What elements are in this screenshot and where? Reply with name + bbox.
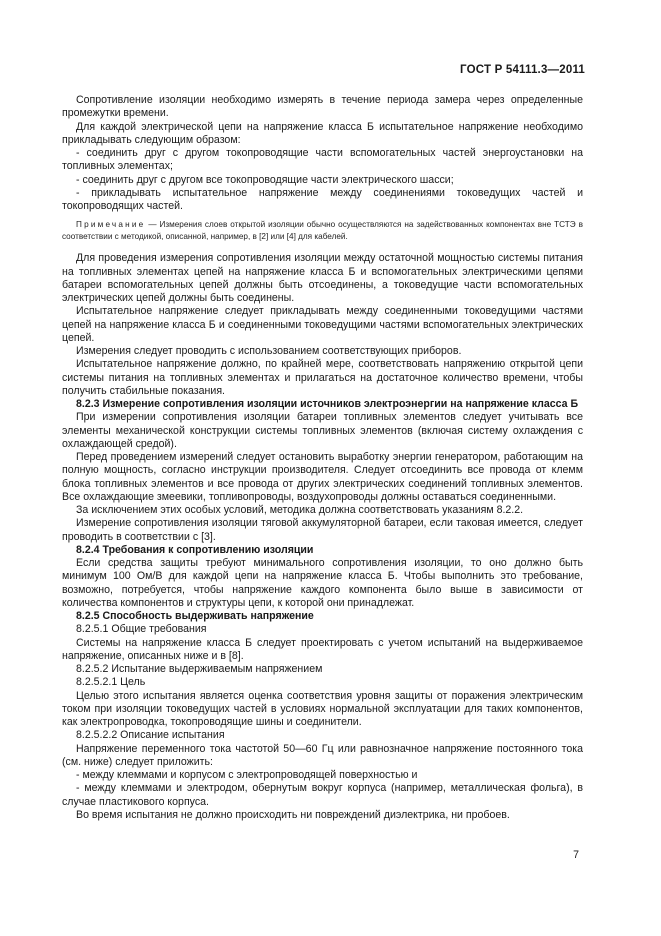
paragraph: Целью этого испытания является оценка соответствия уровня защиты от поражения электрическим током при изоляции токоведущих частей в условиях нормальной эксплуатации для таких компонентов, как электропроводка, токопроводящие шины и соединители. [62, 689, 583, 728]
list-item: - прикладывать испытательное напряжение между соединениями токоведущих частей и токопроводящих частей. [62, 186, 583, 212]
paragraph: Если средства защиты требуют минимального сопротивления изоляции, то оно должно быть минимум 100 Ом/В для каждой цепи на напряжение класса Б. Чтобы выполнить это требование, возможно, потребуется, чтобы напряжение каждого компонента было выше в зависимости от количества компонентов и структуры цепи, к которой они принадлежат. [62, 557, 583, 609]
list-item: - соединить друг с другом токопроводящие части вспомогательных частей энергоустановки на топливных элементах; [62, 147, 583, 173]
paragraph: Напряжение переменного тока частотой 50—60 Гц или равнозначное напряжение постоянного тока (см. ниже) следует приложить: [62, 742, 583, 768]
paragraph: Во время испытания не должно происходить ни повреждений диэлектрика, ни пробоев. [76, 808, 510, 821]
note-text: — Измерения слоев открытой изоляции обычно осуществляются на задействованных компонентах вне ТСТЭ в соответствии с методикой, описанной, например, в [2] или [4] для кабелей. [62, 220, 583, 241]
list-item: - между клеммами и электродом, обернутым вокруг корпуса (например, металлическая фольга), в случае пластикового корпуса. [62, 782, 583, 808]
subsection-heading: 8.2.5.2.2 Описание испытания [76, 729, 225, 742]
document-code: ГОСТ Р 54111.3—2011 [460, 64, 585, 76]
section-heading: 8.2.5 Способность выдерживать напряжение [76, 610, 314, 622]
subsection-heading: 8.2.5.1 Общие требования [76, 623, 207, 636]
subsection-heading: 8.2.5.2.1 Цель [76, 676, 146, 689]
paragraph: Сопротивление изоляции необходимо измерять в течение периода замера через определенные промежутки времени. [62, 94, 583, 120]
page-number: 7 [573, 849, 579, 861]
section-heading: 8.2.3 Измерение сопротивления изоляции источников электроэнергии на напряжение класса Б [76, 398, 579, 410]
page-body [62, 94, 583, 822]
note-label: Примечание [76, 220, 146, 230]
paragraph: Испытательное напряжение следует прикладывать между соединенными токоведущими частями цепей на напряжение класса Б и соединенными токоведущими частями вспомогательных электрических цепей. [62, 305, 583, 344]
paragraph: За исключением этих особых условий, методика должна соответствовать указаниям 8.2.2. [76, 504, 524, 516]
paragraph: Для проведения измерения сопротивления изоляции между остаточной мощностью системы питания на топливных элементах цепей на напряжение класса Б и вспомогательных электрическими цепями батареи вспомогательных цепей должны быть отсоединены, а токоведущие части вспомогательных электрических цепей должны быть соединены. [62, 252, 583, 304]
paragraph: Перед проведением измерений следует остановить выработку энергии генератором, работающим на полную мощность, согласно инструкции производителя. Следует отсоединить все провода от клемм блока топливных элементов и все провода от других электрических соединений топливных элементов. Все охлаждающие змеевики, топливопроводы, воздухопроводы должны оставаться соединенными. [62, 451, 583, 503]
subsection-heading: 8.2.5.2 Испытание выдерживаемым напряжением [76, 663, 323, 675]
paragraph: Измерение сопротивления изоляции тяговой аккумуляторной батареи, если таковая имеется, следует проводить в соответствии с [3]. [62, 517, 583, 543]
paragraph: Для каждой электрической цепи на напряжение класса Б испытательное напряжение необходимо прикладывать следующим образом: [62, 120, 583, 146]
note [62, 219, 583, 242]
list-item: - между клеммами и корпусом с электропроводящей поверхностью и [76, 769, 418, 781]
section-heading: 8.2.4 Требования к сопротивлению изоляции [76, 543, 314, 556]
paragraph: Измерения следует проводить с использованием соответствующих приборов. [76, 345, 462, 357]
paragraph: Испытательное напряжение должно, по крайней мере, соответствовать напряжению открытой цепи системы питания на топливных элементах и прилагаться на достаточное количество времени, чтобы получить стабильные показания. [62, 358, 583, 397]
paragraph: При измерении сопротивления изоляции батареи топливных элементов следует учитывать все элементы механической конструкции системы топливных элементов (включая систему охлаждения с охлаждающей средой). [62, 411, 583, 450]
list-item: - соединить друг с другом все токопроводящие части электрического шасси; [76, 173, 454, 186]
paragraph: Системы на напряжение класса Б следует проектировать с учетом испытаний на выдерживаемое напряжение, описанных ниже и в [8]. [62, 636, 583, 662]
